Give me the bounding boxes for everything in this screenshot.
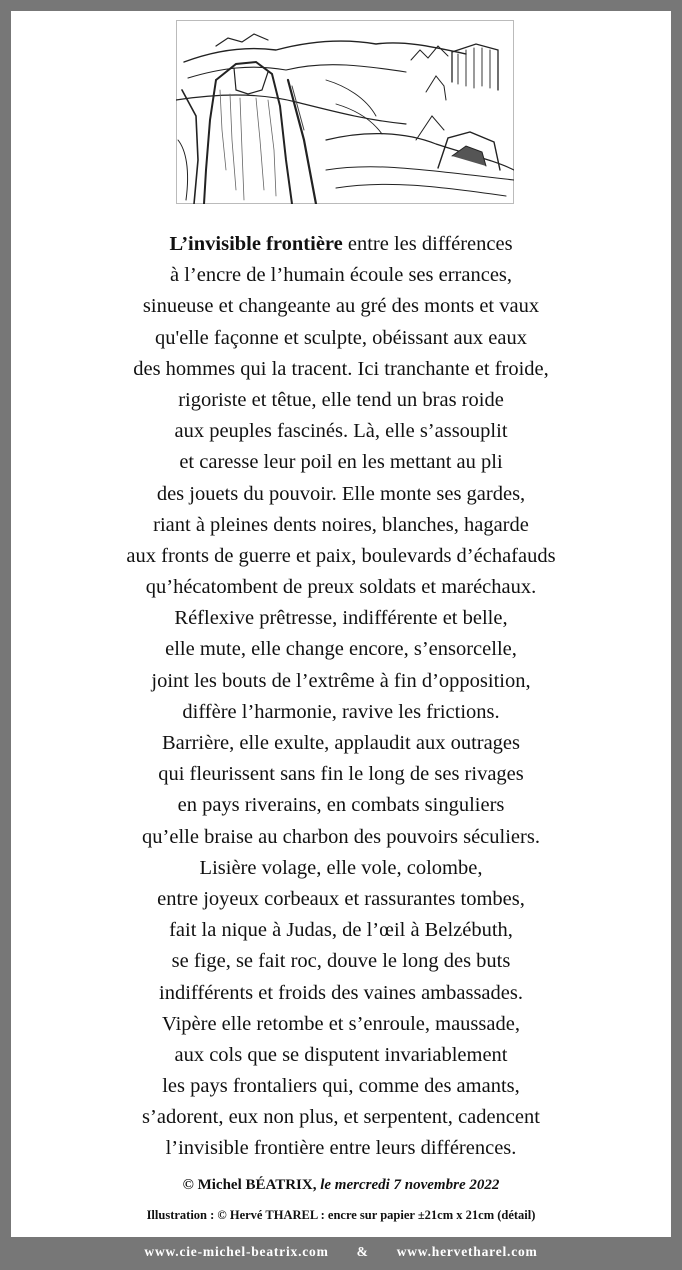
site-link-hervetharel[interactable]: www.hervetharel.com	[396, 1244, 538, 1259]
author-name: © Michel BÉATRIX,	[182, 1177, 321, 1193]
poem-line: se fige, se fait roc, douve le long des buts	[171, 950, 511, 973]
poem-line: sinueuse et changeante au gré des monts et vaux	[142, 295, 540, 318]
poem-line: diffère l’harmonie, ravive les frictions.	[182, 700, 500, 723]
poem-line: indifférents et froids des vaines ambassades.	[159, 981, 523, 1004]
poem-line: qu’elle braise au charbon des pouvoirs séculiers.	[142, 825, 540, 848]
poem-line: aux peuples fascinés. Là, elle s’assouplit	[174, 420, 508, 443]
poem-text	[11, 229, 671, 1165]
ink-landscape-illustration	[176, 20, 514, 204]
poem-date: le mercredi 7 novembre 2022	[320, 1177, 500, 1193]
poem-line: qu’hécatombent de preux soldats et maréchaux.	[145, 576, 537, 599]
poem-line: les pays frontaliers qui, comme des amants,	[162, 1075, 520, 1098]
poem-line: Barrière, elle exulte, applaudit aux outrages	[161, 732, 521, 754]
poem-line: en pays riverains, en combats singuliers	[177, 794, 505, 817]
poem-line: entre joyeux corbeaux et rassurantes tombes,	[157, 887, 525, 910]
poem-line: Lisière volage, elle vole, colombe,	[199, 856, 483, 879]
poem-line: riant à pleines dents noires, blanches, hagarde	[153, 513, 529, 536]
poem-line: qu'elle façonne et sculpte, obéissant aux eaux	[155, 326, 527, 349]
poem-line: aux fronts de guerre et paix, boulevards d’échafauds	[126, 544, 556, 567]
footer-links	[0, 1244, 682, 1260]
footer-separator: &	[356, 1244, 369, 1259]
poem-line-text: entre les différences	[342, 233, 513, 255]
poem-line: Réflexive prêtresse, indifférente et belle,	[174, 607, 508, 630]
poem-line: elle mute, elle change encore, s’ensorcelle,	[165, 638, 517, 661]
copyright-line	[11, 1177, 671, 1194]
poem-line: des hommes qui la tracent. Ici tranchante et froide,	[133, 357, 549, 380]
poem-line: qui fleurissent sans fin le long de ses rivages	[158, 763, 524, 786]
poem-line: joint les bouts de l’extrême à fin d’opposition,	[151, 669, 531, 692]
poem-line	[11, 229, 671, 260]
poem-line: Vipère elle retombe et s’enroule, maussade,	[162, 1012, 520, 1035]
site-link-cie-michel-beatrix[interactable]: www.cie-michel-beatrix.com	[144, 1244, 329, 1259]
poem-line: aux cols que se disputent invariablement	[174, 1043, 508, 1066]
landscape-drawing-icon	[176, 20, 514, 204]
poem-line: s’adorent, eux non plus, et serpentent, cadencent	[142, 1106, 540, 1129]
poem-title: L’invisible frontière	[169, 233, 343, 255]
poem-line: et caresse leur poil en les mettant au pli	[179, 451, 503, 474]
poem-card	[11, 11, 671, 1237]
illustration-credits: Illustration : © Hervé THAREL : encre sur papier ±21cm x 21cm (détail)	[146, 1208, 536, 1222]
poem-line: des jouets du pouvoir. Elle monte ses gardes,	[156, 482, 526, 505]
poem-line: à l’encre de l’humain écoule ses errances,	[169, 264, 513, 287]
poem-line: l’invisible frontière entre leurs différences.	[165, 1137, 517, 1160]
poem-line: fait la nique à Judas, de l’œil à Belzébuth,	[169, 919, 513, 942]
poem-line: rigoriste et têtue, elle tend un bras roide	[178, 388, 504, 411]
